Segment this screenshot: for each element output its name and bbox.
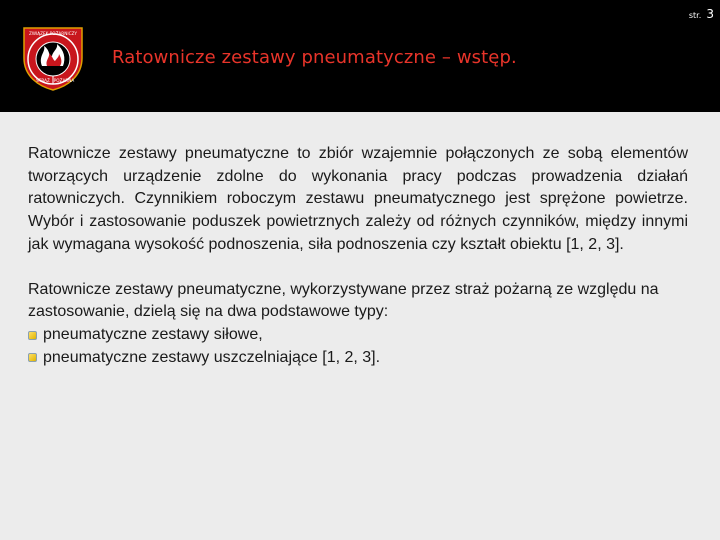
- intro-paragraph: Ratownicze zestawy pneumatyczne to zbiór wzajemnie połączonych ze sobą elementów tworzących urządzenie zdolne do wykonania pracy podczas prowadzenia działań ratowniczych. Czynnikiem roboczym zestawu pneumatycznego jest sprężone powietrze. Wybór i zastosowanie poduszek powietrznych zależy od różnych czynników, między innymi jak wymagana wysokość podnoszenia, siła podnoszenia czy kształt obiektu [1, 2, 3].: [28, 145, 688, 253]
- square-bullet-icon: [28, 353, 37, 362]
- types-paragraph: Ratownicze zestawy pneumatyczne, wykorzystywane przez straż pożarną ze względu na zastosowanie, dzielą się na dwa podstawowe typy:: [28, 280, 659, 321]
- page-number: [689, 3, 714, 22]
- slide-body: [28, 143, 688, 369]
- square-bullet-icon: [28, 331, 37, 340]
- list-item: [28, 324, 688, 347]
- page-number-value: 3: [706, 7, 714, 21]
- page-number-label: str.: [688, 11, 702, 20]
- types-list: [28, 324, 688, 369]
- fire-brigade-emblem-icon: [18, 22, 88, 92]
- logo-left-text: STRAŻ: [36, 78, 50, 83]
- logo-top-text: ZWIĄZEK POŻARNICZY: [29, 31, 77, 36]
- list-item-text: pneumatyczne zestawy uszczelniające [1, 2, 3].: [43, 348, 381, 366]
- slide-title: Ratownicze zestawy pneumatyczne – wstęp.: [112, 47, 517, 68]
- list-item: [28, 347, 688, 370]
- header-bar: [0, 0, 720, 112]
- list-item-text: pneumatyczne zestawy siłowe,: [43, 325, 263, 343]
- logo-right-text: POŻARNA: [53, 78, 75, 83]
